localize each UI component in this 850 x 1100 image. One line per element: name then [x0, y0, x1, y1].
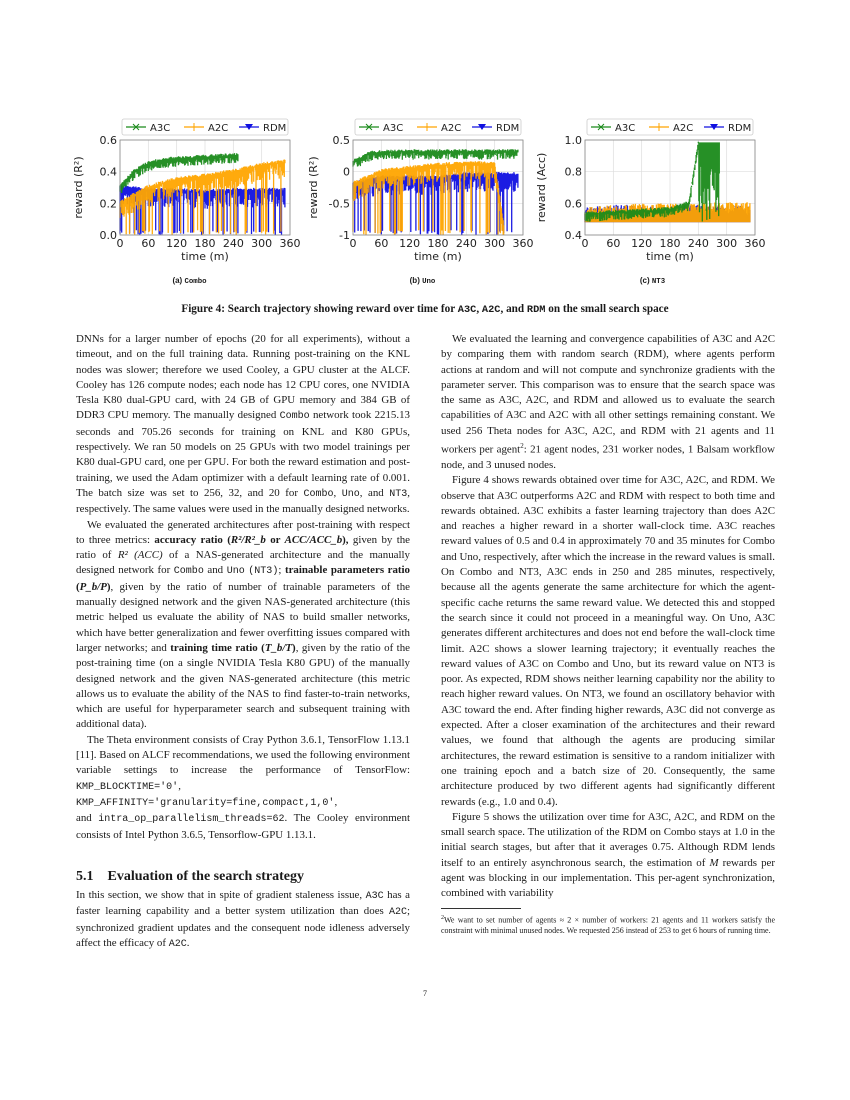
figure-panel-combo: [72, 118, 307, 293]
paragraph: Figure 5 shows the utilization over time for A3C, A2C, and RDM on the small search space. The utilization of the RDM on Combo stays at 1.0 in the initial search stages, but after that it averages 0.75. Although RDM lends itself to an entirely asynchronous search, the estimation of M rewards per agent was blocking in our implementation. This per-agent synchronization, combined with variability: [441, 810, 775, 900]
svg-text:60: 60: [374, 237, 389, 250]
chart-plot-area: [120, 153, 285, 235]
svg-text:0.8: 0.8: [564, 165, 582, 179]
paragraph: Figure 4 shows rewards obtained over time for A3C, A2C, and RDM. We observe that A3C outperforms A2C and RDM with respect to both time and rewards obtained. A3C exhibits a faster learning trajectory than does A2C and reaches a higher reward in a shorter wall-clock time. A3C reaches reward values of 0.5 and 0.4 in approximately 70 and 35 minutes for Combo and Uno, respectively, after which the increase in the reward values is small. On Combo and NT3, A3C ends in 250 and 285 minutes, respectively, because all the agents generate the same architecture for which the agent-specific cache returns the same reward value. We detected this and stopped the search since it could not proceed in a meaningful way. On Uno, A3C generates different architectures and does not end before the wall-clock time limit. A2C shows a slower learning trajectory; it eventually reaches the reward values of A3C on Combo and Uno, but its reward value on NT3 is poor. As expected, RDM shows neither learning capability nor the ability to reach higher reward values. On NT3, we found an oscillatory behavior with A3C toward the end. After finding higher rewards, A3C did not converge as expected. After a closer examination of the architectures and their reward values, we found that although the agents are producing similar architectures, the reward estimation is sensitive to a random initializer with one training epoch and a batch size of 20. Consequently, the same architecture produced by two different agents had significantly different rewards (e.g., 1.0 and 0.4).: [441, 474, 775, 808]
svg-text:360: 360: [279, 237, 301, 250]
svg-text:120: 120: [631, 237, 653, 250]
svg-text:A3C: A3C: [615, 123, 636, 134]
paragraph: The Theta environment consists of Cray Python 3.6.1, TensorFlow 1.13.1 [11]. Based on ALCF recommendations, we used the following environment variable settings to increase the performance of TensorFlow: KMP_BLOCKTIME='0', KMP_AFFINITY='granularity=fine,compact,1,0', and intra_op_parallelism_threads=62. The Cooley environment consists of Intel Python 3.6.5, Tensorflow-GPU 1.13.1.: [76, 733, 410, 841]
svg-text:0: 0: [349, 237, 357, 250]
svg-text:120: 120: [166, 237, 188, 250]
svg-text:180: 180: [427, 237, 449, 250]
subfigure-caption-combo: (a) Combo: [172, 276, 207, 286]
chart-legend: [122, 119, 288, 135]
figure-panel-uno: [305, 118, 540, 293]
page-number: 7: [423, 989, 427, 998]
svg-text:0: 0: [343, 165, 350, 179]
subfigure-caption-nt3: (c) NT3: [639, 276, 666, 286]
svg-text:time (m): time (m): [414, 250, 462, 263]
svg-text:0.5: 0.5: [332, 134, 350, 147]
svg-text:A3C: A3C: [383, 123, 404, 134]
svg-text:0.2: 0.2: [99, 197, 117, 211]
svg-text:360: 360: [512, 237, 534, 250]
paragraph: We evaluated the learning and convergence capabilities of A3C and A2C by comparing them with random search (RDM), where agents perform actions at random and will not compute and synchronize gradients with the parameter server. This comparison was to ensure that the search space was the same as A3C, A2C, and RDM and allowed us to evaluate the search capabilities of A3C and A2C with all other settings remaining constant. We used 256 Theta nodes for A3C, A2C, and RDM with 21 agents and 11 workers per agent$^2$: 21 agent nodes, 231 worker nodes, 1 Balsam workflow node, and 3 unused nodes.: [441, 333, 775, 471]
chart-plot-area: [353, 149, 518, 235]
svg-text:RDM: RDM: [263, 123, 287, 134]
section-heading: 5.1 Evaluation of the search strategy: [76, 868, 304, 884]
svg-text:0.6: 0.6: [99, 134, 117, 147]
metric-training-time-ratio: training time ratio (T_b/T): [170, 641, 296, 654]
svg-text:0: 0: [116, 237, 124, 250]
footnote-divider: [441, 908, 521, 909]
svg-text:reward (R²): reward (R²): [72, 156, 85, 219]
svg-text:time (m): time (m): [646, 250, 694, 263]
svg-text:0.4: 0.4: [99, 165, 117, 179]
svg-text:time (m): time (m): [181, 250, 229, 263]
footnote-ref[interactable]: 2: [520, 442, 524, 451]
svg-text:60: 60: [606, 237, 621, 250]
svg-text:reward (Acc): reward (Acc): [535, 152, 548, 223]
paragraph: We evaluated the generated architectures after post-training with respect to three metrics: accuracy ratio (R²/R²_b or ACC/ACC_b), given by the ratio of R² (ACC) of a NAS-generated architecture and the manually designed network for Combo and Uno (NT3); trainable parameters ratio (P_b/P), given by the ratio of number of trainable parameters of the manually designed network and the given NAS-generated architecture (this metric helped us evaluate the ability of NAS to build smaller networks, which have better generalization and fewer overfitting issues compared with larger networks; and training time ratio (T_b/T), given by the ratio of the post-training time (on a single NVIDIA Tesla K80 GPU) of the manually designed network and the given NAS-generated architecture (this metric allows us to evaluate the ability of the NAS to find faster-to-train networks, which are useful for hyperparameter search and subsequent training with additional data).: [76, 518, 410, 731]
right-column: [441, 332, 775, 936]
chart-nt3: [535, 118, 770, 268]
chart-plot-area: [585, 142, 750, 223]
chart-legend: [587, 119, 753, 135]
svg-text:60: 60: [141, 237, 156, 250]
figure-caption: Figure 4: Search trajectory showing reward over time for A3C, A2C, and RDM on the small search space: [181, 303, 669, 316]
svg-text:0.0: 0.0: [99, 229, 117, 242]
svg-text:240: 240: [222, 237, 244, 250]
svg-text:A2C: A2C: [441, 123, 462, 134]
svg-text:300: 300: [716, 237, 738, 250]
svg-text:A3C: A3C: [150, 123, 171, 134]
svg-text:120: 120: [399, 237, 421, 250]
svg-text:reward (R²): reward (R²): [307, 156, 320, 219]
subfigure-caption-uno: (b) Uno: [409, 276, 436, 286]
svg-text:A2C: A2C: [208, 123, 229, 134]
svg-text:240: 240: [455, 237, 477, 250]
figure-panel-nt3: [535, 118, 770, 293]
left-column: [76, 332, 410, 952]
svg-text:0.6: 0.6: [564, 197, 582, 211]
chart-uno: [305, 118, 540, 268]
svg-text:240: 240: [687, 237, 709, 250]
svg-text:RDM: RDM: [728, 123, 752, 134]
svg-text:0.4: 0.4: [564, 229, 582, 242]
chart-legend: [355, 119, 521, 135]
svg-text:300: 300: [251, 237, 273, 250]
paragraph: In this section, we show that in spite of gradient staleness issue, A3C has a faster learning capability and a better system utilization than does A2C; synchronized gradient updates and the consequent node idleness adversely affect the efficacy of A2C.: [76, 889, 411, 950]
metric-trainable-params-ratio: trainable parameters ratio (P_b/P): [76, 564, 410, 593]
metric-accuracy-ratio: accuracy ratio (R²/R²_b or ACC/ACC_b),: [154, 533, 349, 546]
svg-text:300: 300: [484, 237, 506, 250]
svg-text:0: 0: [581, 237, 589, 250]
svg-text:-1: -1: [339, 229, 350, 242]
svg-text:360: 360: [744, 237, 766, 250]
paragraph: DNNs for a larger number of epochs (20 for all experiments), without a timeout, and on the full training data. Running post-training on the KNL nodes was slower; therefore we used Cooley, a GPU cluster at the ALCF. Cooley has 126 compute nodes; each node has 12 CPU cores, one NVIDIA Tesla K80 dual-GPU card, with 24 GB of GPU memory and 384 GB of DDR3 CPU memory. The manually designed Combo network took 2215.13 seconds and 705.26 seconds for training on KNL and K80 GPUs, respectively. We ran 50 models on 25 GPUs with two model trainings per K80 dual-GPU card, one per GPU. For both the reward estimation and post-training, we used the Adam optimizer with a default learning rate of 0.001. The batch size was set to 256, 32, and 20 for Combo, Uno, and NT3, respectively. The same values were used in the manually designed networks.: [76, 333, 410, 516]
svg-text:180: 180: [659, 237, 681, 250]
svg-text:1.0: 1.0: [564, 134, 582, 147]
svg-text:A2C: A2C: [673, 123, 694, 134]
footnote: $^2$We want to set number of agents ≈ 2 × number of workers: 21 agents and 11 workers satisfy the constraint with minimal unused nodes. We requested 256 instead of 253 to get 6 hours of running time.: [441, 914, 775, 935]
svg-text:-0.5: -0.5: [328, 197, 350, 211]
svg-text:RDM: RDM: [496, 123, 520, 134]
chart-axes: [535, 134, 766, 263]
chart-combo: [72, 118, 307, 268]
svg-text:180: 180: [194, 237, 216, 250]
